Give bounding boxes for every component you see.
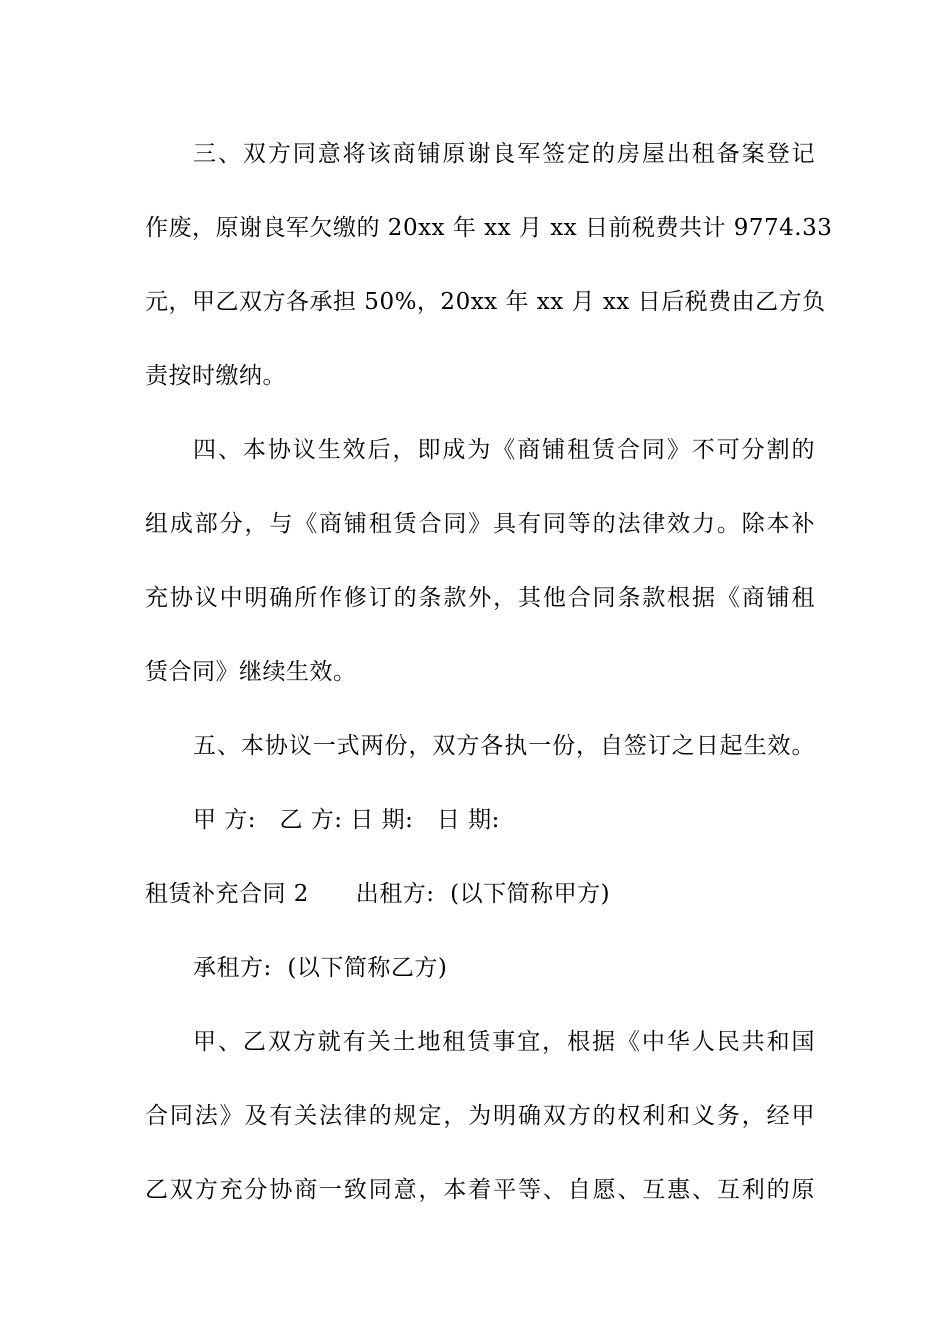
paragraph-3-line-1: 三、双方同意将该商铺原谢良军签定的房屋出租备案登记 [193, 141, 815, 167]
paragraph-4-line-4: 赁合同》继续生效。 [145, 659, 357, 685]
contract-2-paragraph-line-1: 甲、乙双方就有关土地租赁事宜，根据《中华人民共和国 [193, 1029, 815, 1055]
paragraph-4-line-2: 组成部分，与《商铺租赁合同》具有同等的法律效力。除本补 [145, 511, 815, 537]
paragraph-4-line-3: 充协议中明确所作修订的条款外，其他合同条款根据《商铺租 [145, 585, 815, 611]
paragraph-5-line-1: 五、本协议一式两份，双方各执一份，自签订之日起生效。 [193, 733, 815, 759]
contract-2-paragraph-line-3: 乙双方充分协商一致同意，本着平等、自愿、互惠、互利的原 [145, 1177, 815, 1203]
paragraph-4-line-1: 四、本协议生效后，即成为《商铺租赁合同》不可分割的 [193, 437, 815, 463]
paragraph-3-line-2: 作废，原谢良军欠缴的 20xx 年 xx 月 xx 日前税费共计 9774.33 [145, 215, 833, 241]
contract-2-paragraph-line-2: 合同法》及有关法律的规定，为明确双方的权利和义务，经甲 [145, 1103, 815, 1129]
paragraph-3-line-3: 元，甲乙双方各承担 50%，20xx 年 xx 月 xx 日后税费由乙方负 [145, 289, 826, 315]
contract-2-heading-lessor: 租赁补充合同 2 出租方: (以下简称甲方) [145, 881, 611, 907]
paragraph-3-line-4: 责按时缴纳。 [145, 363, 286, 389]
lessee-line: 承租方: (以下简称乙方) [193, 955, 448, 981]
signature-line: 甲 方: 乙 方: 日 期: 日 期: [193, 807, 500, 833]
